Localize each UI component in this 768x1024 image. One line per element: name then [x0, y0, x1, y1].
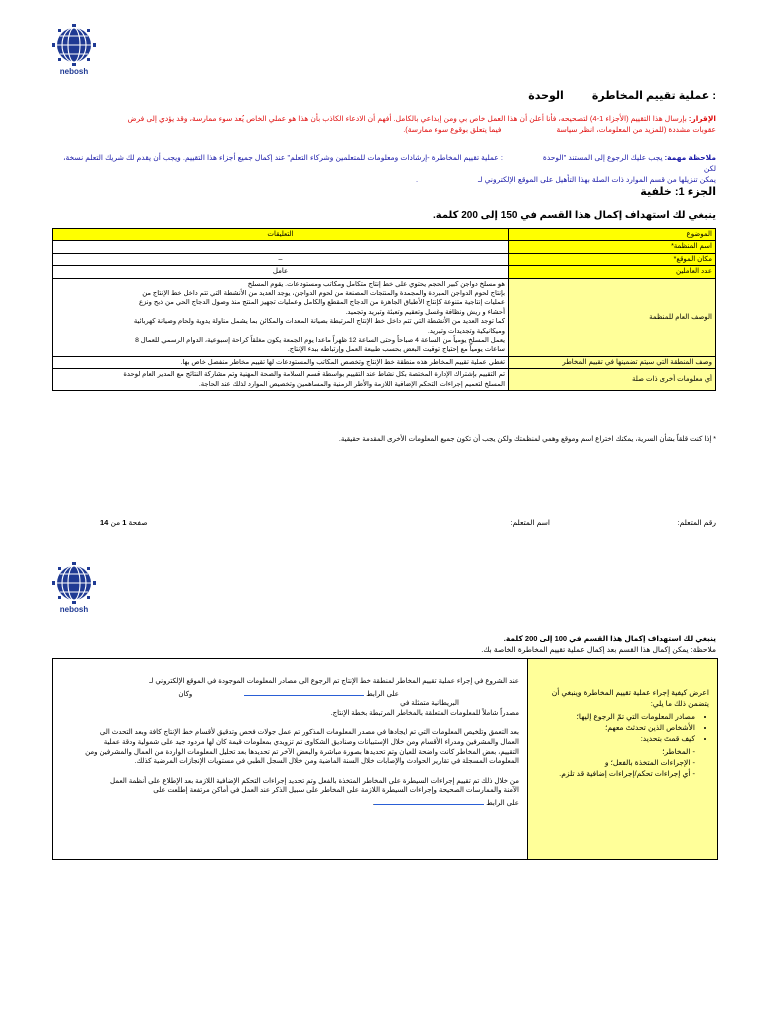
answer-text: على الرابط [366, 690, 399, 698]
title-text: عملية تقييم المخاطرة [591, 90, 710, 102]
general-text-line: عمليات إنتاجية متنوعة كإنتاج الأطباق الجاهزة من الدجاج المقطع والكامل وعمليات تجهيز المنتج منذ وصول الدجاج الحي من ذبح ونزع [138, 299, 505, 307]
general-text-line: وميكانيكية وتجديدات وتبريد. [427, 327, 505, 335]
answer-text: على الرابط [486, 799, 519, 807]
note-line1: يجب عليك الرجوع إلى المستند "الوحدة [542, 153, 665, 162]
declaration-label: الإقرار: [688, 114, 716, 123]
general-text-line: أحشاء و ريش ونظافة وغسل وتعقيم وتعبئة وتبريد وتجميد. [345, 308, 505, 316]
guidance-panel [527, 659, 717, 859]
title-prefix: : [712, 90, 716, 102]
guidance-item: • كيف قمتَ بتحديد: [534, 733, 695, 744]
guidance-item: • مصادر المعلومات التي تمّ الرجوع إليها؛ [534, 711, 695, 722]
part2-instruction: ينبغي لك استهداف إكمال هذا القسم في 100 إلى 200 كلمة. [503, 634, 716, 643]
learner-number-label: رقم المتعلم: [677, 518, 716, 527]
general-text-line: بإنتاج لحوم الدواجن المبردة والمجمدة والمنتجات المصنعة من لحوم الدواجن، يوجد العديد من الأنشطة التي تتم داخل خط الإنتاج من [142, 290, 505, 298]
table-row [53, 369, 716, 391]
workers-count-field[interactable]: عامل [53, 266, 509, 278]
background-table [52, 228, 716, 391]
other-text-line: تم التقييم بإشتراك الإدارة المختصة بكل نشاط عند التقييم بواسطة قسم السلامة والصحة المهنية وتم مشاركة النتائج مع المدير العام لوحدة [123, 371, 505, 379]
guidance-item: • الأشخاص الذين تحدثتَ معهم؛ [534, 722, 695, 733]
logo-text: nebosh [59, 605, 89, 614]
answer-paragraph: بعد التعمق وتلخيص المعلومات التي تم ايجادها في مصدر المعلومات المذكور تم عمل جولات فحص وتدقيق لأقسام خط الإنتاج كافة وبعد التحدث الى العمال والمشرفين ومدراء الأقسام ومن خلال الإستبيانات وصناديق الشكاوى تم تزويدي بمعلومات قيمة كان لها مردود جيد على شمولية ودقة عملية التقييم، بعض المخاطر كانت واضحة للعيان وتم تحديدها بصورة مباشرة والبعض الآخر تم تحديدها بعد تحليل المعلومات الواردة من العمال والمشرفين ومن المعلومات المسجلة في تقارير الحوادث والإصابات خلال السنة الماضية ومن خلال السجل الطبي في مستويات الإنجازات المرضية كذلك. [85, 729, 519, 766]
note-line2b: . [415, 175, 419, 184]
table-row [53, 253, 716, 265]
answer-text: عند الشروع في إجراء عملية تقييم المخاطر لمنطقة خط الإنتاج تم الرجوع الى مصادر المعلومات الموجودة في الموقع الإلكتروني لـ [149, 678, 519, 685]
answer-text: وكان [178, 690, 193, 698]
answer-paragraph [81, 777, 519, 809]
general-text-line: يعمل المسلخ يومياً من الساعة 4 صباحاً وحتى الساعة 12 ظهراً ماعدا يوم الجمعة يكون مغلقاً كراحة إسبوعية، الدوام الرسمي للعمال 8 [135, 337, 505, 345]
note-line2: يمكن تنزيلها من قسم الموارد ذات الصلة بهذا التأهيل على الموقع الإلكتروني لـ [478, 175, 716, 184]
other-text-line: المسلخ لتعميم إجراءات التحكم الإضافية اللازمة والأطر الزمنية والمساهمين وتخصيص الموارد لذلك عند الحاجة. [198, 380, 505, 388]
row-label: مكان الموقع* [509, 253, 716, 265]
part2-box [52, 658, 718, 860]
row-label: أي معلومات أخرى ذات صلة [509, 369, 716, 391]
link-blank[interactable] [244, 687, 364, 696]
unit-label: الوحدة [528, 90, 564, 102]
scope-field[interactable]: تغطي عملية تقييم المخاطر هذه منطقة خط الإنتاج وتخصص المكاتب والمستودعات لها تقييم مخاطر منفصل خاص بها. [53, 356, 509, 368]
footnote: * إذا كنت قلقاً بشأن السرية، يمكنك اختراع اسم وموقع وهمي لمنظمتك ولكن يجب أن تكون جميع المعلومات الأخرى المقدمة حقيقية. [338, 436, 716, 443]
globe-emblem-icon [50, 24, 98, 66]
general-description-field[interactable] [53, 278, 509, 356]
of-word: من [110, 518, 121, 527]
guidance-intro: اعرض كيفية إجراء عملية تقييم المخاطرة وينبغي أن يتضمن ذلك ما يلي: [551, 688, 709, 708]
answer-text: من خلال ذلك تم تقييم إجراءات السيطرة على المخاطر المتخذة بالفعل وتم تحديد إجراءات التحكم الإضافية اللازمة بعد الإطلاع على أنظمة العمل [110, 777, 519, 785]
row-label: عدد العاملين [509, 266, 716, 278]
globe-emblem-icon [50, 562, 98, 604]
declaration-line2b: فيما يتعلق بوقوع سوء ممارسة). [403, 125, 502, 134]
nebosh-logo [50, 562, 98, 614]
answer-text: البريطانية متمثلة في [400, 700, 459, 708]
part1-instruction: ينبغي لك استهداف إكمال هذا القسم في 150 إلى 200 كلمة. [432, 210, 716, 221]
col-topic-header: الموضوع [509, 229, 716, 241]
note-label: ملاحظة مهمة: [664, 153, 716, 162]
general-text-line: هو مسلخ دواجن كبير الحجم يحتوي على خط إنتاج متكامل ومكاتب ومستودعات. يقوم المسلخ [247, 280, 505, 288]
table-row [53, 266, 716, 278]
learner-name-label: اسم المتعلم: [510, 518, 550, 527]
guidance-sub-item: - أي إجراءات تحكم/إجراءات إضافية قد تلزم. [559, 769, 695, 778]
site-location-field[interactable]: – [53, 253, 509, 265]
row-label: وصف المنطقة التي سيتم تضمينها في تقييم المخاطر [509, 356, 716, 368]
declaration-line2a: عقوبات مشددة (للمزيد من المعلومات، انظر سياسة [556, 125, 716, 134]
other-info-field[interactable] [53, 369, 509, 391]
important-note [52, 152, 716, 185]
guidance-list [534, 711, 695, 744]
general-text-line: كما توجد العديد من الأنشطة التي تتم داخل خط الإنتاج المرتبطة بصيانة المعدات والمكائن بما يشمل مناولة يدوية ولحام وصيانة كهربائية [133, 318, 505, 326]
col-comments-header: التعليقات [53, 229, 509, 241]
link-blank[interactable] [374, 796, 484, 805]
guidance-sub-item: - الإجراءات المتخذة بالفعل؛ و [604, 758, 695, 767]
nebosh-logo [50, 24, 98, 76]
guidance-sub-item: - المخاطر؛ [662, 747, 695, 756]
logo-text: nebosh [59, 67, 89, 76]
answer-paragraph [81, 677, 519, 718]
table-row [53, 356, 716, 368]
declaration-line1: بإرسال هذا التقييم (الأجزاء 1-4) لتصحيحه، فأنا أعلن أن هذا العمل خاص بي ومن إبداعي بالكامل. أفهم أن الادعاء الكاذب بأن هذا هو عملي الخاص يُعد سوء ممارسة، وقد يؤدي إلى فرض [127, 114, 689, 123]
part1-heading: الجزء 1: خلفية [640, 186, 716, 198]
part2-note: ملاحظة: يمكن إكمال هذا القسم بعد إكمال عملية تقييم المخاطرة الخاصة بك. [481, 645, 716, 654]
declaration [52, 113, 716, 135]
table-header-row [53, 229, 716, 241]
table-row [53, 278, 716, 356]
answer-text: الآمنة والممارسات الصحيحة وإجراءات السيطرة اللازمة على المخاطر على سبيل الذكر عند العمل في أماكن مرتفعة إطلعت على [153, 787, 519, 795]
note-line1b: : عملية تقييم المخاطرة -إرشادات ومعلومات للمتعلمين وشركاء التعلم" عند إكمال جميع أجزاء هذا التقييم. ويجب أن يقدم لك شريك التعلم نسخة، لكن [63, 153, 716, 173]
page-total: 14 [100, 518, 109, 527]
page-number [100, 518, 148, 527]
page-title [52, 89, 716, 102]
table-row [53, 241, 716, 253]
page-word: صفحة [128, 518, 148, 527]
row-label: الوصف العام للمنظمة [509, 278, 716, 356]
row-label: اسم المنظمة* [509, 241, 716, 253]
answer-text: . [372, 799, 375, 807]
answer-text: مصدراً شاملاً للمعلومات المتعلقة بالمخاطر المرتبطة بخطة الإنتاج. [330, 709, 519, 717]
org-name-field[interactable] [53, 241, 509, 253]
page-num: 1 [122, 518, 127, 527]
answer-area[interactable] [53, 659, 527, 859]
general-text-line: ساعات يومياً مع إحتياج توقيت البعض بحسب طبيعة العمل وإرتباطه ببدء الإنتاج. [287, 346, 505, 354]
